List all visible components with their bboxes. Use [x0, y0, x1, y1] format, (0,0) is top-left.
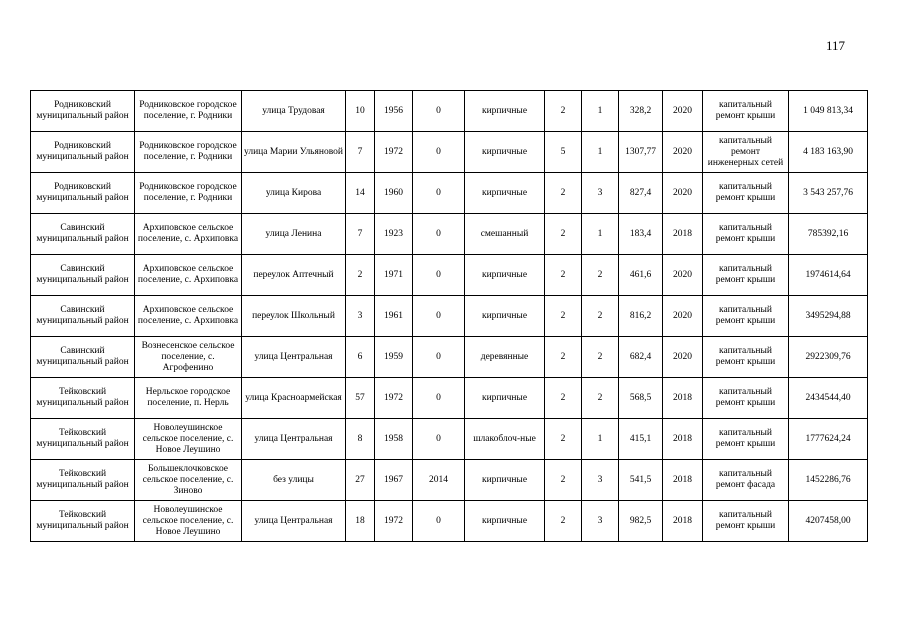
street-cell: улица Трудовая: [242, 91, 346, 132]
cost-cell: 2922309,76: [789, 337, 868, 378]
settlement-cell: Архиповское сельское поселение, с. Архиповка: [135, 296, 242, 337]
cost-cell: 4 183 163,90: [789, 132, 868, 173]
build-year-cell: 1961: [375, 296, 413, 337]
renovation-year-cell: 0: [413, 132, 465, 173]
wall-material-cell: кирпичные: [465, 460, 545, 501]
area-cell: 415,1: [619, 419, 663, 460]
build-year-cell: 1972: [375, 132, 413, 173]
area-cell: 461,6: [619, 255, 663, 296]
street-cell: переулок Аптечный: [242, 255, 346, 296]
floors-cell: 2: [545, 214, 582, 255]
entrances-cell: 1: [582, 419, 619, 460]
district-cell: Тейковский муниципальный район: [31, 501, 135, 542]
cost-cell: 2434544,40: [789, 378, 868, 419]
floors-cell: 5: [545, 132, 582, 173]
floors-cell: 2: [545, 173, 582, 214]
floors-cell: 2: [545, 501, 582, 542]
wall-material-cell: кирпичные: [465, 501, 545, 542]
district-cell: Тейковский муниципальный район: [31, 460, 135, 501]
build-year-cell: 1923: [375, 214, 413, 255]
work-type-cell: капитальный ремонт крыши: [703, 255, 789, 296]
build-year-cell: 1956: [375, 91, 413, 132]
street-cell: улица Марии Ульяновой: [242, 132, 346, 173]
work-type-cell: капитальный ремонт инженерных сетей: [703, 132, 789, 173]
area-cell: 982,5: [619, 501, 663, 542]
district-cell: Родниковский муниципальный район: [31, 91, 135, 132]
floors-cell: 2: [545, 419, 582, 460]
entrances-cell: 2: [582, 296, 619, 337]
area-cell: 183,4: [619, 214, 663, 255]
build-year-cell: 1960: [375, 173, 413, 214]
wall-material-cell: кирпичные: [465, 173, 545, 214]
cost-cell: 4207458,00: [789, 501, 868, 542]
wall-material-cell: кирпичные: [465, 91, 545, 132]
table-body: [31, 91, 868, 542]
build-year-cell: 1971: [375, 255, 413, 296]
cost-cell: 1777624,24: [789, 419, 868, 460]
renovation-year-cell: 0: [413, 255, 465, 296]
settlement-cell: Вознесенское сельское поселение, с. Агрофенино: [135, 337, 242, 378]
table-row: [31, 378, 868, 419]
house-number-cell: 14: [346, 173, 375, 214]
wall-material-cell: кирпичные: [465, 255, 545, 296]
district-cell: Савинский муниципальный район: [31, 214, 135, 255]
settlement-cell: Нерльское городское поселение, п. Нерль: [135, 378, 242, 419]
page-number: 117: [826, 38, 846, 53]
floors-cell: 2: [545, 460, 582, 501]
repair-year-cell: 2020: [663, 173, 703, 214]
repair-year-cell: 2018: [663, 501, 703, 542]
work-type-cell: капитальный ремонт крыши: [703, 501, 789, 542]
table-row: [31, 501, 868, 542]
cost-cell: 1974614,64: [789, 255, 868, 296]
street-cell: переулок Школьный: [242, 296, 346, 337]
floors-cell: 2: [545, 255, 582, 296]
work-type-cell: капитальный ремонт крыши: [703, 214, 789, 255]
wall-material-cell: кирпичные: [465, 378, 545, 419]
build-year-cell: 1967: [375, 460, 413, 501]
house-number-cell: 6: [346, 337, 375, 378]
settlement-cell: Большеклочковское сельское поселение, с. Зиново: [135, 460, 242, 501]
build-year-cell: 1959: [375, 337, 413, 378]
street-cell: без улицы: [242, 460, 346, 501]
renovation-year-cell: 0: [413, 419, 465, 460]
table-row: [31, 255, 868, 296]
cost-cell: 1452286,76: [789, 460, 868, 501]
house-number-cell: 2: [346, 255, 375, 296]
floors-cell: 2: [545, 91, 582, 132]
house-number-cell: 57: [346, 378, 375, 419]
table-row: [31, 419, 868, 460]
street-cell: улица Центральная: [242, 337, 346, 378]
table-row: [31, 214, 868, 255]
entrances-cell: 1: [582, 91, 619, 132]
renovation-year-cell: 0: [413, 173, 465, 214]
work-type-cell: капитальный ремонт крыши: [703, 173, 789, 214]
repair-year-cell: 2018: [663, 378, 703, 419]
entrances-cell: 3: [582, 460, 619, 501]
table-row: [31, 173, 868, 214]
house-number-cell: 7: [346, 214, 375, 255]
floors-cell: 2: [545, 378, 582, 419]
wall-material-cell: деревянные: [465, 337, 545, 378]
street-cell: улица Ленина: [242, 214, 346, 255]
renovation-year-cell: 2014: [413, 460, 465, 501]
street-cell: улица Кирова: [242, 173, 346, 214]
repair-year-cell: 2020: [663, 132, 703, 173]
area-cell: 816,2: [619, 296, 663, 337]
work-type-cell: капитальный ремонт крыши: [703, 419, 789, 460]
wall-material-cell: смешанный: [465, 214, 545, 255]
entrances-cell: 1: [582, 214, 619, 255]
street-cell: улица Центральная: [242, 419, 346, 460]
house-number-cell: 27: [346, 460, 375, 501]
table-row: [31, 296, 868, 337]
repair-year-cell: 2018: [663, 460, 703, 501]
settlement-cell: Новолеушинское сельское поселение, с. Новое Леушино: [135, 501, 242, 542]
house-number-cell: 18: [346, 501, 375, 542]
repair-year-cell: 2020: [663, 91, 703, 132]
build-year-cell: 1958: [375, 419, 413, 460]
repair-year-cell: 2018: [663, 419, 703, 460]
area-cell: 682,4: [619, 337, 663, 378]
settlement-cell: Архиповское сельское поселение, с. Архиповка: [135, 214, 242, 255]
cost-cell: 3 543 257,76: [789, 173, 868, 214]
settlement-cell: Родниковское городское поселение, г. Родники: [135, 173, 242, 214]
district-cell: Савинский муниципальный район: [31, 296, 135, 337]
wall-material-cell: шлакоблоч-ные: [465, 419, 545, 460]
house-number-cell: 8: [346, 419, 375, 460]
entrances-cell: 2: [582, 255, 619, 296]
build-year-cell: 1972: [375, 378, 413, 419]
work-type-cell: капитальный ремонт фасада: [703, 460, 789, 501]
area-cell: 568,5: [619, 378, 663, 419]
work-type-cell: капитальный ремонт крыши: [703, 337, 789, 378]
cost-cell: 785392,16: [789, 214, 868, 255]
area-cell: 328,2: [619, 91, 663, 132]
area-cell: 541,5: [619, 460, 663, 501]
district-cell: Родниковский муниципальный район: [31, 173, 135, 214]
repair-year-cell: 2020: [663, 337, 703, 378]
settlement-cell: Новолеушинское сельское поселение, с. Новое Леушино: [135, 419, 242, 460]
entrances-cell: 3: [582, 501, 619, 542]
renovation-year-cell: 0: [413, 337, 465, 378]
house-number-cell: 7: [346, 132, 375, 173]
table-row: [31, 132, 868, 173]
renovation-year-cell: 0: [413, 296, 465, 337]
floors-cell: 2: [545, 296, 582, 337]
table-row: [31, 91, 868, 132]
wall-material-cell: кирпичные: [465, 132, 545, 173]
repair-year-cell: 2018: [663, 214, 703, 255]
district-cell: Савинский муниципальный район: [31, 337, 135, 378]
table-row: [31, 460, 868, 501]
work-type-cell: капитальный ремонт крыши: [703, 296, 789, 337]
cost-cell: 1 049 813,34: [789, 91, 868, 132]
entrances-cell: 3: [582, 173, 619, 214]
floors-cell: 2: [545, 337, 582, 378]
wall-material-cell: кирпичные: [465, 296, 545, 337]
renovation-year-cell: 0: [413, 378, 465, 419]
work-type-cell: капитальный ремонт крыши: [703, 91, 789, 132]
renovation-year-cell: 0: [413, 91, 465, 132]
renovation-year-cell: 0: [413, 501, 465, 542]
renovation-year-cell: 0: [413, 214, 465, 255]
area-cell: 1307,77: [619, 132, 663, 173]
district-cell: Родниковский муниципальный район: [31, 132, 135, 173]
settlement-cell: Архиповское сельское поселение, с. Архиповка: [135, 255, 242, 296]
table-row: [31, 337, 868, 378]
district-cell: Савинский муниципальный район: [31, 255, 135, 296]
district-cell: Тейковский муниципальный район: [31, 419, 135, 460]
housing-repair-table: [30, 90, 868, 542]
settlement-cell: Родниковское городское поселение, г. Родники: [135, 132, 242, 173]
repair-year-cell: 2020: [663, 255, 703, 296]
entrances-cell: 2: [582, 378, 619, 419]
house-number-cell: 3: [346, 296, 375, 337]
entrances-cell: 1: [582, 132, 619, 173]
settlement-cell: Родниковское городское поселение, г. Родники: [135, 91, 242, 132]
house-number-cell: 10: [346, 91, 375, 132]
cost-cell: 3495294,88: [789, 296, 868, 337]
build-year-cell: 1972: [375, 501, 413, 542]
work-type-cell: капитальный ремонт крыши: [703, 378, 789, 419]
district-cell: Тейковский муниципальный район: [31, 378, 135, 419]
entrances-cell: 2: [582, 337, 619, 378]
street-cell: улица Красноармейская: [242, 378, 346, 419]
street-cell: улица Центральная: [242, 501, 346, 542]
area-cell: 827,4: [619, 173, 663, 214]
repair-year-cell: 2020: [663, 296, 703, 337]
